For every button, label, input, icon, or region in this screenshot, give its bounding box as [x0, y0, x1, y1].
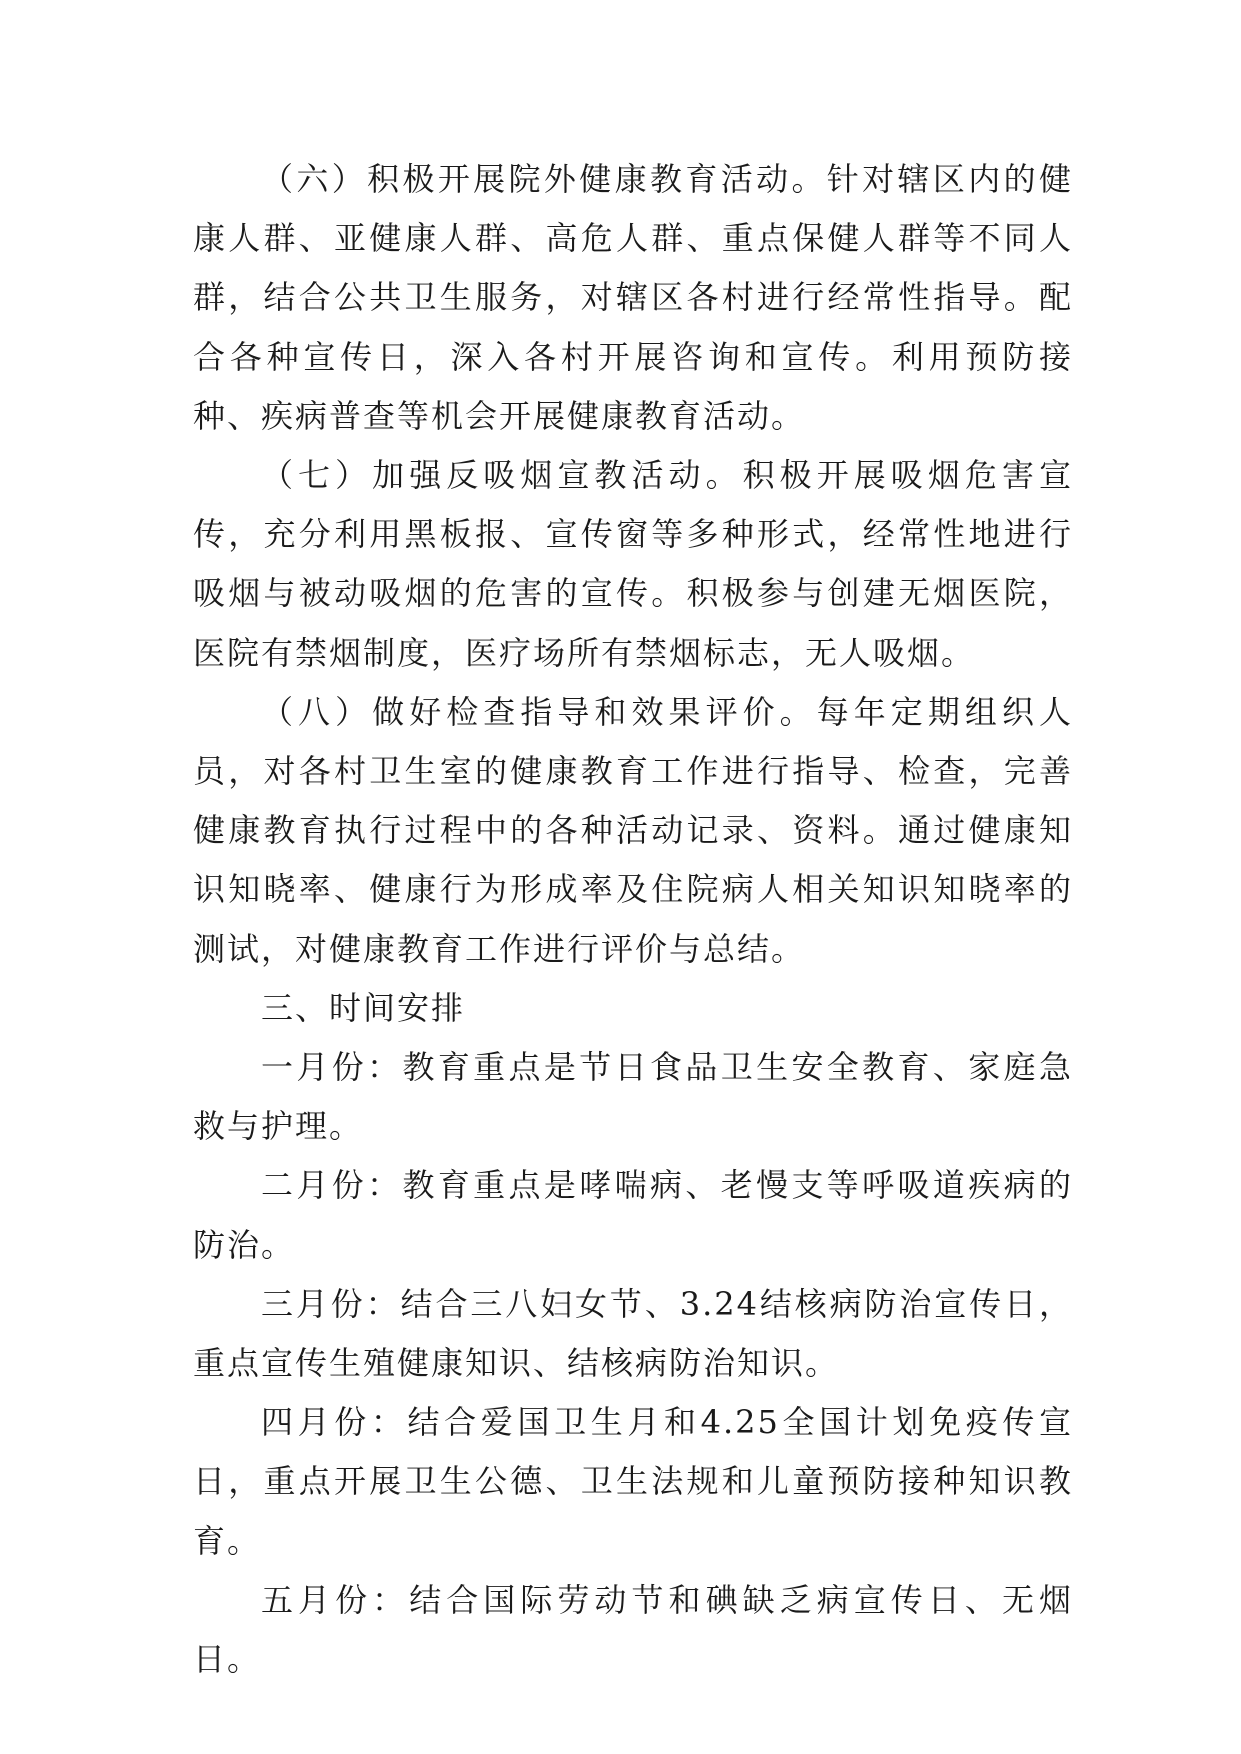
paragraph-seven: （七）加强反吸烟宣教活动。积极开展吸烟危害宣传，充分利用黑板报、宣传窗等多种形式，经常性地进行吸烟与被动吸烟的危害的宣传。积极参与创建无烟医院，医院有禁烟制度，医疗场所有禁烟标志，无人吸烟。 — [193, 456, 1073, 672]
paragraph-eight: （八）做好检查指导和效果评价。每年定期组织人员，对各村卫生室的健康教育工作进行指导、检查，完善健康教育执行过程中的各种活动记录、资料。通过健康知识知晓率、健康行为形成率及住院病人相关知识知晓率的测试，对健康教育工作进行评价与总结。 — [193, 692, 1073, 968]
paragraph-six: （六）积极开展院外健康教育活动。针对辖区内的健康人群、亚健康人群、高危人群、重点保健人群等不同人群，结合公共卫生服务，对辖区各村进行经常性指导。配合各种宣传日，深入各村开展咨询和宣传。利用预防接种、疾病普查等机会开展健康教育活动。 — [193, 160, 1073, 435]
schedule-april: 四月份：结合爱国卫生月和4.25全国计划免疫传宣日，重点开展卫生公德、卫生法规和儿童预防接种知识教育。 — [193, 1403, 1073, 1560]
schedule-march: 三月份：结合三八妇女节、3.24结核病防治宣传日，重点宣传生殖健康知识、结核病防治知识。 — [193, 1284, 1073, 1383]
document-page — [193, 150, 1073, 1689]
schedule-january: 一月份：教育重点是节日食品卫生安全教育、家庭急救与护理。 — [193, 1048, 1073, 1146]
schedule-may: 五月份：结合国际劳动节和碘缺乏病宣传日、无烟日。 — [193, 1580, 1073, 1679]
section-heading: 三、时间安排 — [261, 988, 466, 1027]
schedule-february: 二月份：教育重点是哮喘病、老慢支等呼吸道疾病的防治。 — [193, 1166, 1073, 1264]
